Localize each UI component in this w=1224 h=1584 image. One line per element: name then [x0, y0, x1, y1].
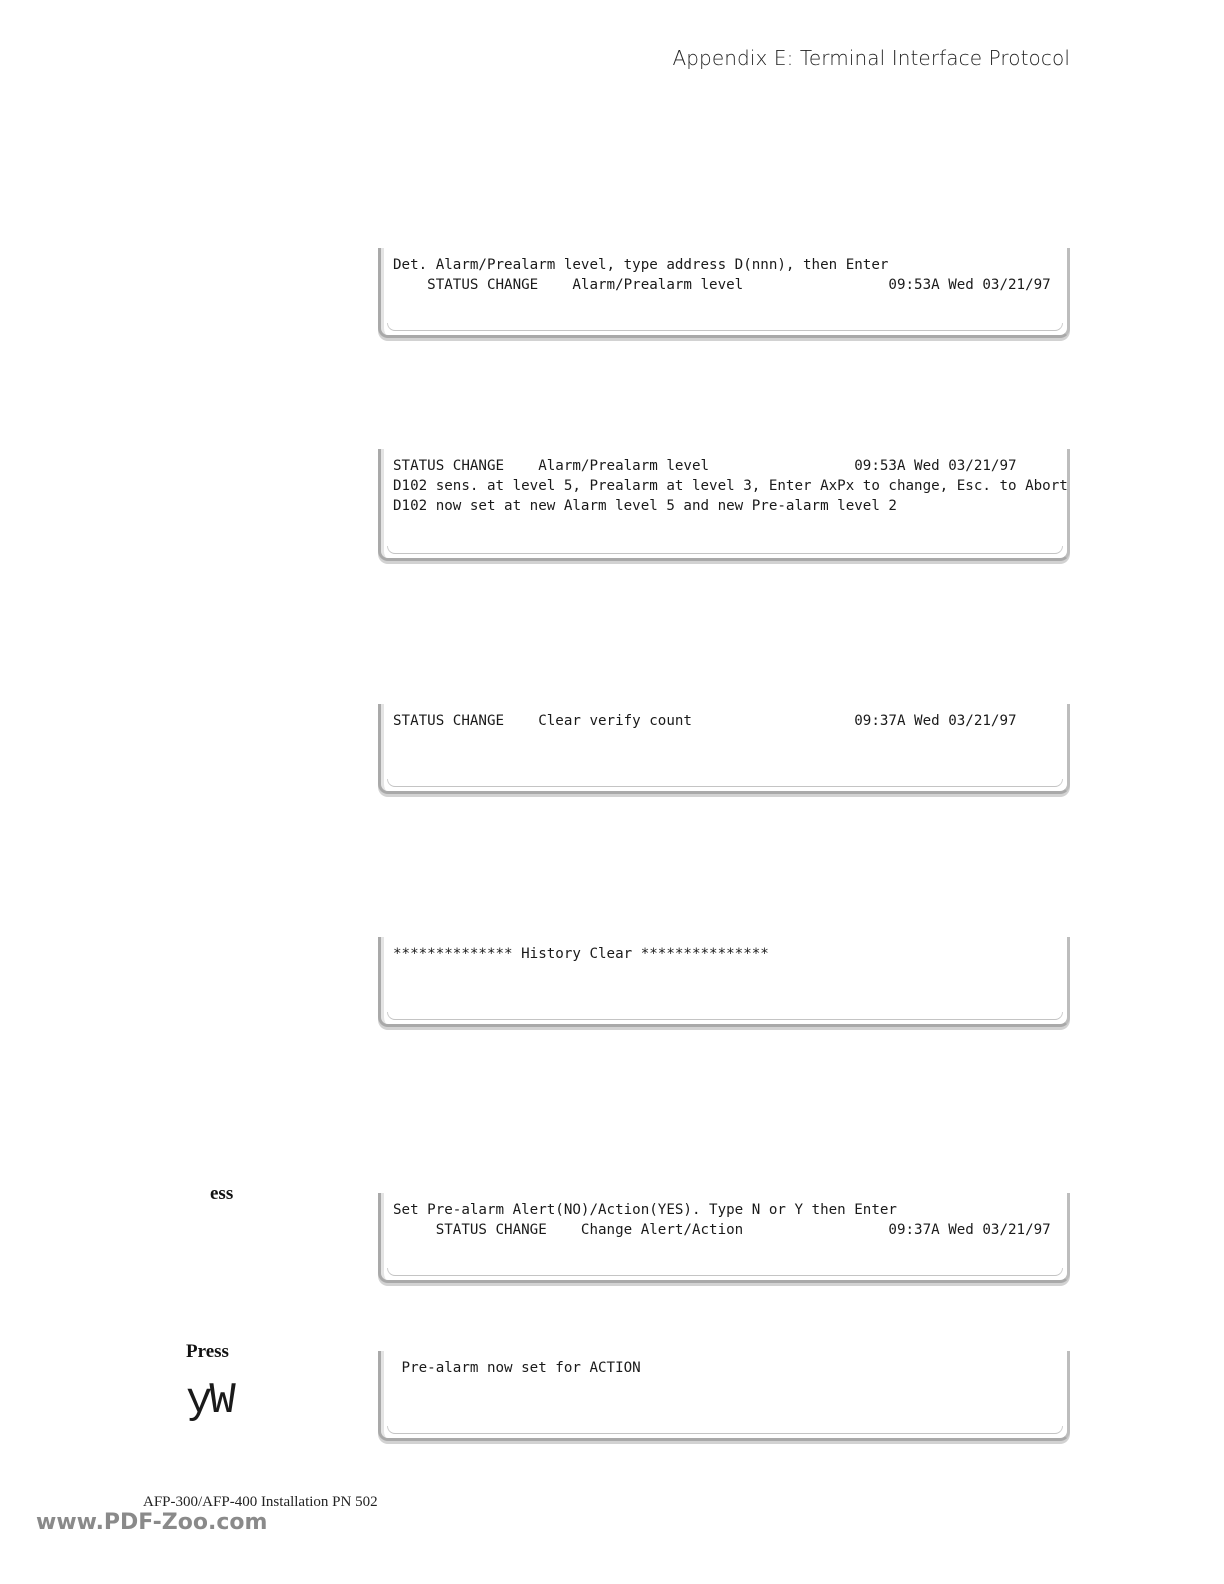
- screen-line: D102 sens. at level 5, Prealarm at level 3, Enter AxPx to change, Esc. to Abort: [393, 478, 1068, 494]
- screen-line: D102 now set at new Alarm level 5 and new Pre-alarm level 2: [393, 498, 897, 514]
- watermark: www.PDF-Zoo.com: [36, 1510, 268, 1535]
- page-header: Appendix E: Terminal Interface Protocol: [672, 46, 1070, 70]
- terminal-screen-history-clear: [378, 937, 1070, 1027]
- screen-line: STATUS CHANGE Alarm/Prealarm level 09:53A Wed 03/21/97: [393, 458, 1017, 474]
- page-footer: AFP-300/AFP-400 Installation PN 502: [143, 1494, 378, 1510]
- screen-line: ************** History Clear ***************: [393, 946, 769, 962]
- terminal-screen-alert-action-prompt: [378, 1193, 1070, 1283]
- terminal-screen-alarm-level-change: [378, 449, 1070, 561]
- screen-line: STATUS CHANGE Alarm/Prealarm level 09:53A Wed 03/21/97: [393, 277, 1051, 293]
- key-sequence: yW: [186, 1376, 233, 1426]
- terminal-screen-clear-verify-count: [378, 704, 1070, 794]
- screen-line: Det. Alarm/Prealarm level, type address D(nnn), then Enter: [393, 257, 889, 273]
- screen-line: STATUS CHANGE Change Alert/Action 09:37A Wed 03/21/97: [393, 1222, 1051, 1238]
- side-label-press: Press: [186, 1341, 229, 1362]
- screen-line: STATUS CHANGE Clear verify count 09:37A Wed 03/21/97: [393, 713, 1017, 729]
- side-label-ess: ess: [210, 1183, 234, 1204]
- screen-line: Pre-alarm now set for ACTION: [393, 1360, 641, 1376]
- terminal-screen-alarm-level-prompt: [378, 248, 1070, 338]
- screen-line: Set Pre-alarm Alert(NO)/Action(YES). Type N or Y then Enter: [393, 1202, 897, 1218]
- terminal-screen-prealarm-action: [378, 1351, 1070, 1441]
